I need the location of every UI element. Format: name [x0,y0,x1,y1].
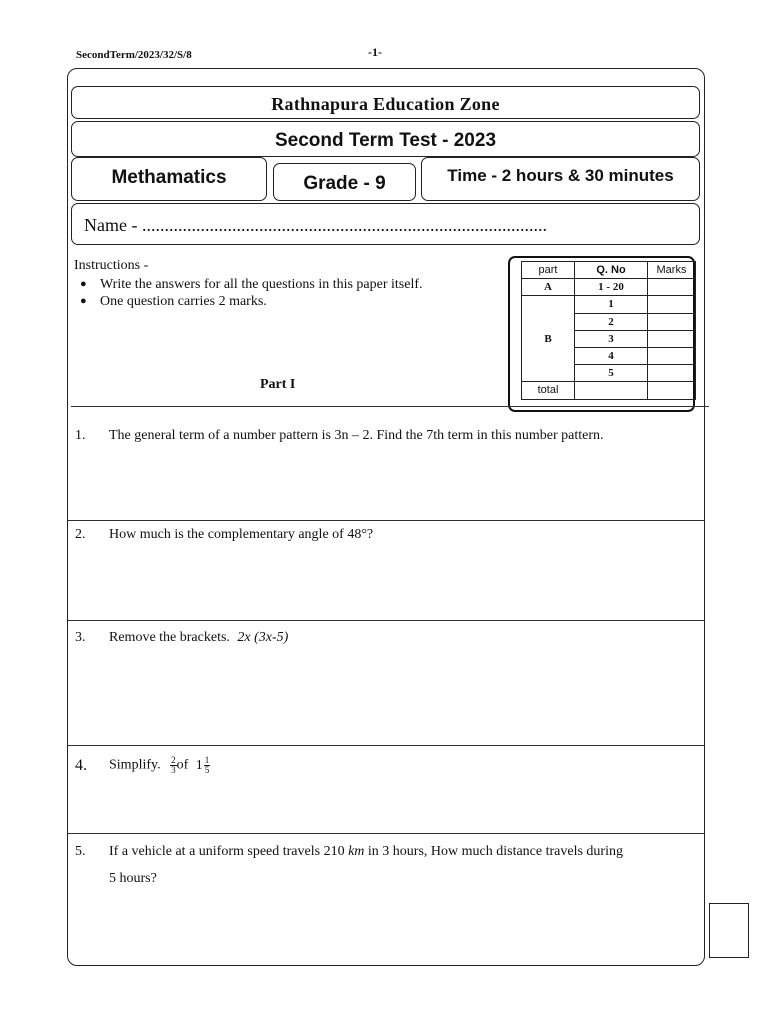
question-prompt: Simplify. [109,757,161,773]
total-label: total [522,382,575,399]
instructions [74,258,423,310]
question-number: 2. [75,527,86,542]
marks-header-qno: Q. No [575,262,648,279]
marks-cell[interactable] [648,313,696,330]
part-b-q: 3 [575,330,648,347]
whole-number: 1 [195,757,203,773]
name-field[interactable]: Name - .......................................................................................... [84,215,547,235]
question-text [109,756,210,775]
part-a-range: 1 - 20 [575,279,648,296]
divider [67,620,705,621]
instruction-item: ● One question carries 2 marks. [100,293,423,310]
time-box [421,157,700,201]
instruction-item: ● Write the answers for all the questions in this paper itself. [100,276,423,293]
subject-box [71,157,267,201]
part-b-q: 1 [575,296,648,313]
question-text-part: If a vehicle at a uniform speed travels 210 [109,844,349,859]
divider [67,833,705,834]
test-title: Second Term Test - 2023 [274,130,497,151]
question-text: The general term of a number pattern is 3n – 2. Find the 7th term in this number pattern. [109,428,604,443]
marks-cell[interactable] [648,330,696,347]
total-marks-cell[interactable] [648,382,696,399]
unit: km [348,844,365,859]
subject-label: Methamatics [111,167,227,188]
question-expression: 2x (3x-5) [237,630,289,645]
fraction-numerator: 2 [171,755,176,765]
fraction-denominator: 5 [204,765,210,775]
fraction-denominator: 3 [171,765,176,775]
question-text: How much is the complementary angle of 48°? [109,527,374,542]
marks-header-marks: Marks [648,262,696,279]
divider [71,406,709,407]
answer-box[interactable] [709,903,749,958]
part-b-q: 2 [575,313,648,330]
marks-cell[interactable] [648,365,696,382]
question-prompt: Remove the brackets. [109,630,230,645]
marks-cell[interactable] [648,279,696,296]
question-number: 1. [75,428,86,443]
question-text [109,630,288,646]
test-box [71,121,700,157]
part-b-q: 4 [575,347,648,364]
divider [67,520,705,521]
part-a-cell: A [522,279,575,296]
question-number: 3. [75,630,86,645]
paper-code: SecondTerm/2023/32/S/8 [76,49,192,61]
grade-label: Grade - 9 [303,173,386,194]
question-text [109,844,623,860]
marks-cell[interactable] [648,296,696,313]
part-b-cell: B [522,296,575,382]
total-cell[interactable] [575,382,648,399]
of-word: of [176,757,189,773]
grade-box [273,163,416,201]
part-label: Part I [260,377,296,392]
question-number: 4. [75,757,87,774]
divider [67,745,705,746]
question-text-part: in 3 hours, How much distance travels during [364,844,623,859]
part-b-q: 5 [575,365,648,382]
zone-box [71,86,700,119]
question-number: 5. [75,844,86,859]
page-number: -1- [368,45,382,59]
instructions-heading: Instructions - [74,258,149,273]
time-label: Time - 2 hours & 30 minutes [447,166,674,185]
fraction-numerator: 1 [204,755,210,765]
question-text-line2: 5 hours? [109,871,157,886]
fraction [204,756,211,775]
marks-header-part: part [522,262,575,279]
name-box [71,203,700,245]
marks-table [521,261,696,400]
zone-title: Rathnapura Education Zone [271,94,500,114]
marks-cell[interactable] [648,347,696,364]
instructions-list [74,276,423,310]
